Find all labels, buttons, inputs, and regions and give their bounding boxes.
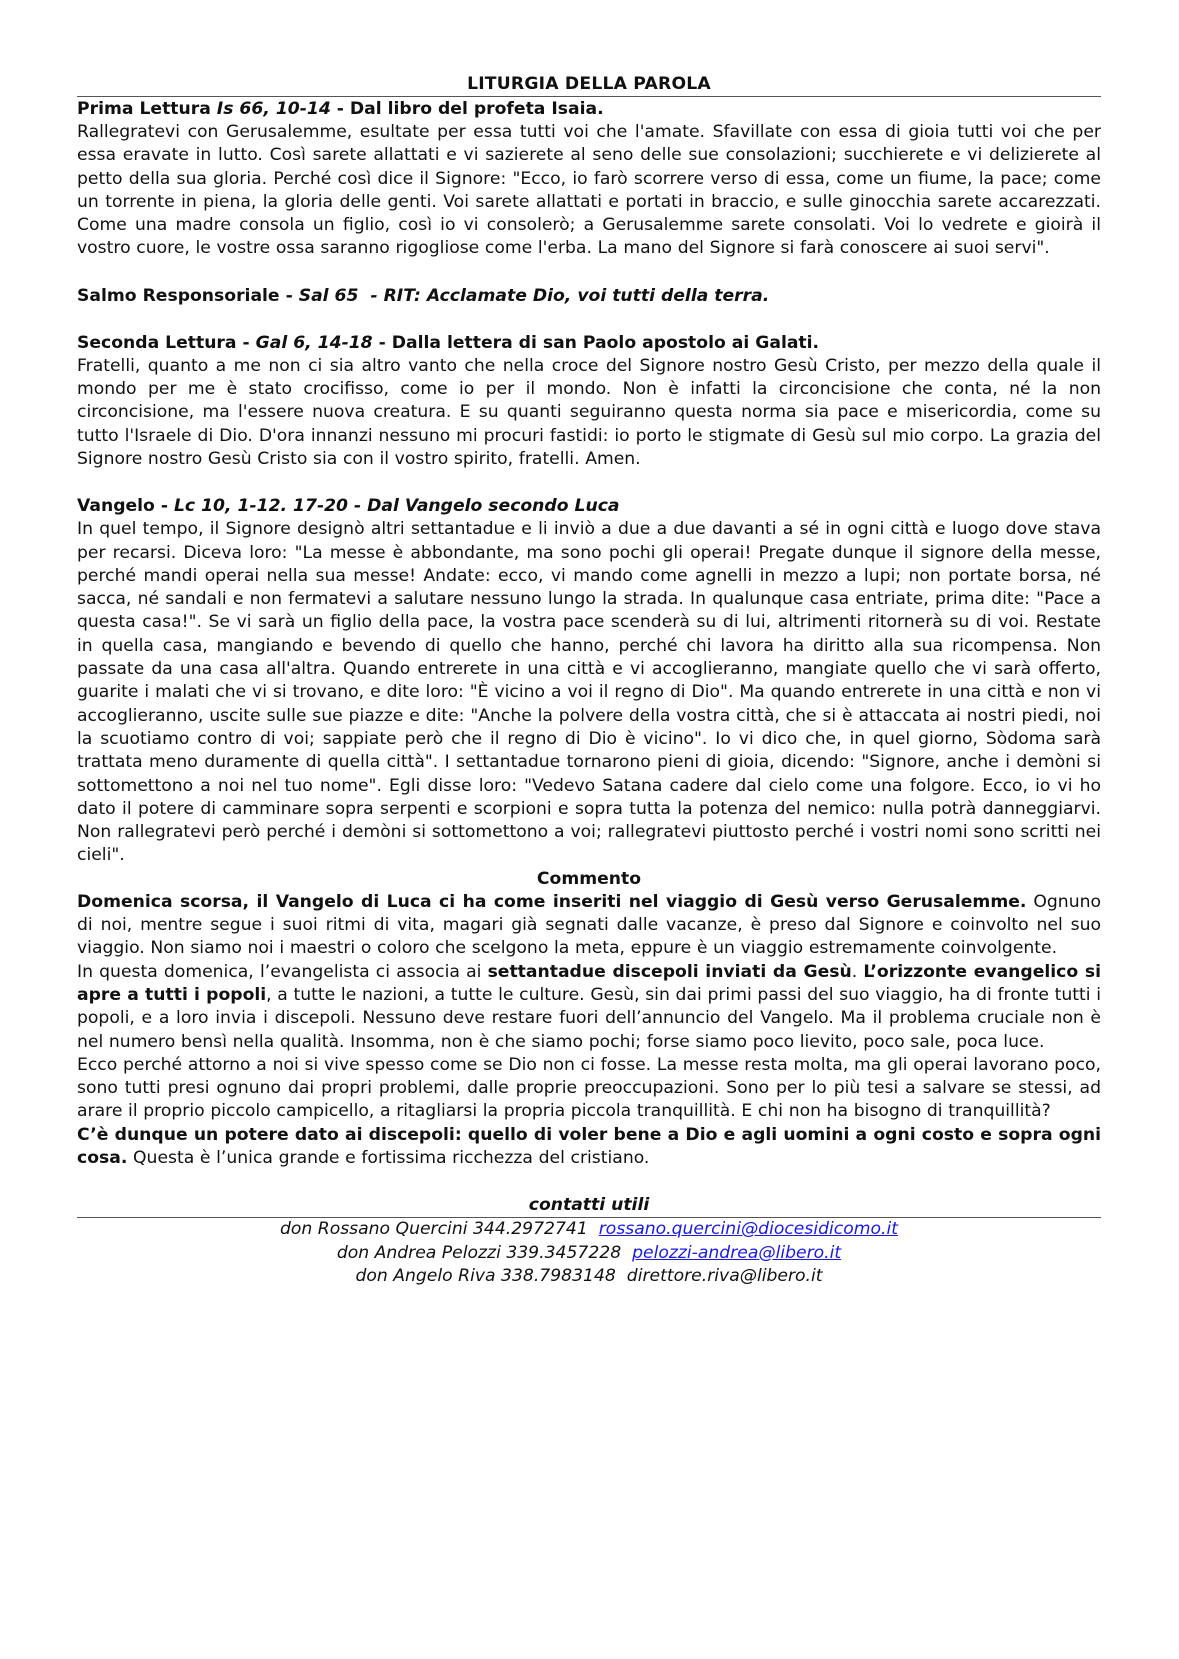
seconda-lettura-heading bbox=[77, 331, 1101, 355]
prima-lettura-text: Rallegratevi con Gerusalemme, esultate per essa tutti voi che l'amate. Sfavillate con essa di gioia tutti voi che per essa eravate in lutto. Così sarete allattati e vi sazierete al seno delle sue consolazioni; succhierete e vi delizierete al petto della sua gloria. Perché così dice il Signore: "Ecco, io farò scorrere verso di essa, come un fiume, la pace; come un torrente in piena, la gloria delle genti. Voi sarete allattati e portati in braccio, e sulle ginocchia sarete accarezzati. Come una madre consola un figlio, così io vi consolerò; a Gerusalemme sarete consolati. Voi lo vedrete e gioirà il vostro cuore, le vostre ossa saranno rigogliose come l'erba. La mano del Signore si farà conoscere ai suoi servi". bbox=[77, 122, 1101, 259]
contact-email: direttore.riva@libero.it bbox=[626, 1266, 823, 1287]
commento-paragraph-3: Ecco perché attorno a noi si vive spesso come se Dio non ci fosse. La messe resta molta, ma gli operai lavorano poco, sono tutti presi ognuno dai propri problemi, dalle proprie preoccupazioni. Sono per lo più tesi a salvare se stessi, ad arare il proprio piccolo campicello, a ritagliarsi la propria piccola tranquillità. E chi non ha bisogno di tranquillità? bbox=[77, 1054, 1101, 1122]
prima-lettura-heading bbox=[77, 97, 1101, 121]
salmo-reference: Sal 65 bbox=[298, 285, 359, 306]
commento-paragraph-1 bbox=[77, 891, 1101, 961]
salmo-heading bbox=[77, 284, 1101, 308]
seconda-lettura-label: Seconda Lettura - bbox=[77, 332, 256, 353]
contatti-title: contatti utili bbox=[528, 1195, 650, 1216]
commento-p1-text: Ognuno di noi, mentre segue i suoi ritmi di vita, magari già segnati dalle vacanze, è preso dal Signore e coinvolto nel suo viaggio. Non siamo noi i maestri o coloro che scelgono la meta, eppure è un viaggio estremamente coinvolgente. bbox=[77, 891, 1101, 959]
contact-phone: 344.2972741 bbox=[472, 1219, 588, 1240]
contact-name: don Angelo Riva bbox=[355, 1266, 496, 1287]
prima-lettura-reference: Is 66, 10-14 bbox=[216, 99, 331, 119]
commento-p2-bold-b: L’orizzonte evangelico si apre a tutti i popoli bbox=[77, 961, 1101, 1005]
commento-title: Commento bbox=[536, 868, 642, 889]
salmo-label: Salmo Responsoriale - bbox=[77, 285, 299, 306]
contact-row bbox=[77, 1265, 1101, 1289]
commento-p4-text: Questa è l’unica grande e fortissima ricchezza del cristiano. bbox=[127, 1147, 650, 1168]
contact-phone: 338.7983148 bbox=[501, 1266, 616, 1287]
salmo-refrain: - RIT: Acclamate Dio, voi tutti della terra. bbox=[358, 285, 770, 306]
commento-p2-bold-a: settantadue discepoli inviati da Gesù bbox=[487, 961, 852, 982]
commento-paragraph-2 bbox=[77, 961, 1101, 1054]
prima-lettura-label: Prima Lettura bbox=[77, 99, 217, 119]
contact-email-link[interactable]: rossano.quercini@diocesidicomo.it bbox=[598, 1219, 898, 1240]
commento-p1-bold: Domenica scorsa, il Vangelo di Luca ci ha come inseriti nel viaggio di Gesù verso Gerusalemme. bbox=[77, 891, 1027, 912]
spacer bbox=[77, 261, 1101, 284]
commento-p4-bold: C’è dunque un potere dato ai discepoli: quello di voler bene a Dio e agli uomini a ogni costo e sopra ogni cosa. bbox=[77, 1124, 1101, 1168]
contact-phone: 339.3457228 bbox=[506, 1242, 622, 1263]
prima-lettura-source: - Dal libro del profeta Isaia. bbox=[330, 99, 604, 119]
spacer bbox=[77, 308, 1101, 331]
contact-row bbox=[77, 1218, 1101, 1242]
seconda-lettura-reference: Gal 6, 14-18 bbox=[255, 332, 373, 353]
spacer bbox=[77, 471, 1101, 494]
commento-p2-text-c: , a tutte le nazioni, a tutte le culture. Gesù, sin dai primi passi del suo viaggio, ha di fronte tutti i popoli, e a loro invia i discepoli. Nessuno deve restare fuori dell’annuncio del Vangelo. Ma il problema cruciale non è nel numero bensì nella qualità. Insomma, non è che siamo pochi; forse siamo poco lievito, poco sale, poca luce. bbox=[77, 984, 1101, 1052]
contact-name: don Rossano Quercini bbox=[279, 1219, 468, 1240]
vangelo-heading bbox=[77, 494, 1101, 518]
commento-p2-text-a: In questa domenica, l’evangelista ci associa ai bbox=[77, 961, 488, 982]
contact-email-link[interactable]: pelozzi-andrea@libero.it bbox=[632, 1242, 842, 1263]
commento-p2-text-b: . bbox=[851, 961, 864, 982]
vangelo-text: In quel tempo, il Signore designò altri settantadue e li inviò a due a due davanti a sé in ogni città e luogo dove stava per recarsi. Diceva loro: "La messe è abbondante, ma sono pochi gli operai! Pregate dunque il signore della messe, perché mandi operai nella sua messe! Andate: ecco, vi mando come agnelli in mezzo a lupi; non portate borsa, né sacca, né sandali e non fermatevi a salutare nessuno lungo la strada. In qualunque casa entriate, prima dite: "Pace a questa casa!". Se vi sarà un figlio della pace, la vostra pace scenderà su di lui, altrimenti ritornerà su di voi. Restate in quella casa, mangiando e bevendo di quello che hanno, perché chi lavora ha diritto alla sua ricompensa. Non passate da una casa all'altra. Quando entrerete in una città e vi accoglieranno, mangiate quello che vi sarà offerto, guarite i malati che vi si trovano, e dite loro: "È vicino a voi il regno di Dio". Ma quando entrerete in una città e non vi accoglieranno, uscite sulle sue piazze e dite: "Anche la polvere della vostra città, che si è attaccata ai nostri piedi, noi la scuotiamo contro di voi; sappiate però che il regno di Dio è vicino". Io vi dico che, in quel giorno, Sòdoma sarà trattata meno duramente di quella città". I settantadue tornarono pieni di gioia, dicendo: "Signore, anche i demòni si sottomettono a noi nel tuo nome". Egli disse loro: "Vedevo Satana cadere dal cielo come una folgore. Ecco, io vi ho dato il potere di camminare sopra serpenti e scorpioni e sopra tutta la potenza del nemico: nulla potrà danneggiarvi. Non rallegratevi però perché i demòni si sottomettono a voi; rallegratevi piuttosto perché i vostri nomi sono scritti nei cieli". bbox=[77, 519, 1101, 866]
vangelo-label: Vangelo - bbox=[77, 496, 174, 517]
seconda-lettura-source: - Dalla lettera di san Paolo apostolo ai Galati. bbox=[372, 332, 820, 353]
page-title: LITURGIA DELLA PAROLA bbox=[467, 74, 711, 94]
seconda-lettura-text: Fratelli, quanto a me non ci sia altro vanto che nella croce del Signore nostro Gesù Cristo, per mezzo della quale il mondo per me è stato crocifisso, come io per il mondo. Non è infatti la circoncisione che conta, né la non circoncisione, ma l'essere nuova creatura. E su quanti seguiranno questa norma sia pace e misericordia, come su tutto l'Israele di Dio. D'ora innanzi nessuno mi procuri fastidi: io porto le stigmate di Gesù sul mio corpo. La grazia del Signore nostro Gesù Cristo sia con il vostro spirito, fratelli. Amen. bbox=[77, 355, 1101, 469]
contact-name: don Andrea Pelozzi bbox=[336, 1242, 501, 1263]
bulletin-page bbox=[77, 72, 1101, 1289]
commento-paragraph-4 bbox=[77, 1124, 1101, 1171]
vangelo-reference: Lc 10, 1-12. 17-20 - Dal Vangelo secondo Luca bbox=[173, 496, 620, 517]
contact-row bbox=[77, 1242, 1101, 1266]
